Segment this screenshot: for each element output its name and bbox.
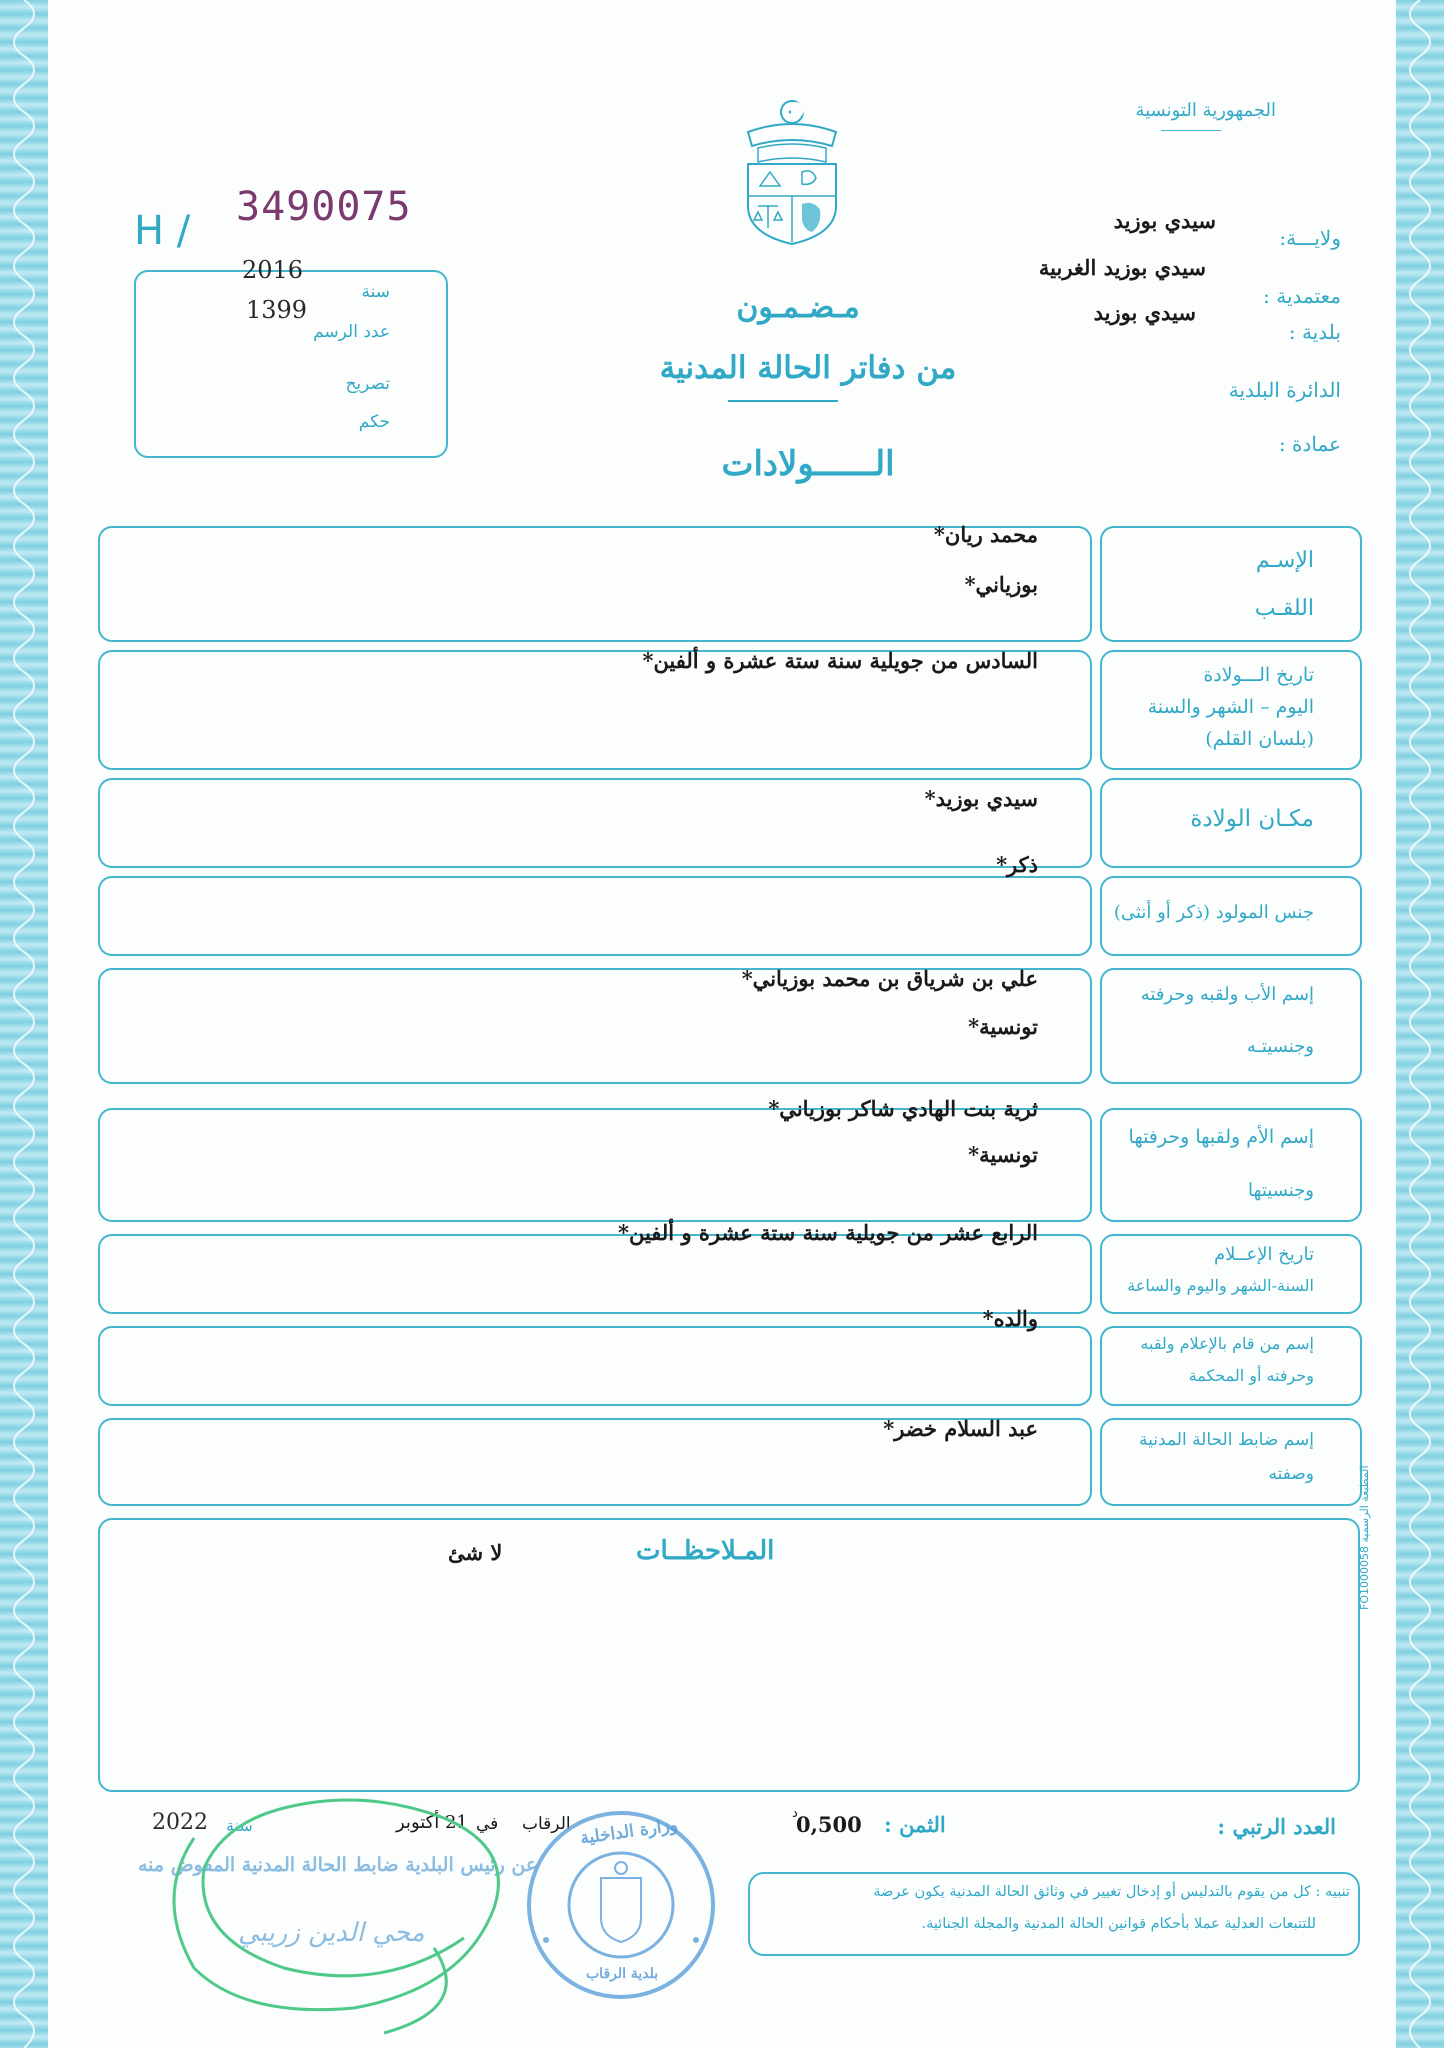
father-label: إسم الأب ولقبه وحرفته [1140,984,1314,1005]
father-nationality-value: تونسية* [968,1014,1038,1039]
governorate-value: سيدي بوزيد [1113,208,1216,233]
declarant-value-box [98,1326,1092,1406]
delegation-label: معتمدية : [1263,284,1341,308]
price-label: الثمن : [884,1812,946,1837]
sex-value: ذكر* [996,852,1038,877]
delegation-value: سيدي بوزيد الغربية [1038,255,1206,280]
birth-date-in-words-label: (بلسان القلم) [1205,728,1314,750]
price-unit: د [792,1806,798,1821]
first-name-label: الإسـم [1255,548,1314,573]
warning-line-1: تنبيه : كل من يقوم بالتدليس أو إدخال تغيير في وثائق الحالة المدنية يكون عرضة [873,1884,1350,1900]
mother-value-box [98,1108,1092,1222]
serial-number: 3490075 [236,184,412,230]
stamp-bottom-text: بلدية الرقاب [586,1966,659,1982]
name-label-box [1100,526,1362,642]
right-guilloche-border [1396,0,1444,2048]
official-stamp [516,1800,726,2010]
first-name-value: محمد ريان* [933,522,1038,547]
title-registers: من دفاتر الحالة المدنية [659,350,957,386]
officer-value: عبد السلام خضر* [883,1416,1038,1441]
birth-date-label: تاريخ الـــولادة [1203,664,1314,686]
father-nationality-label: وجنسيتـه [1246,1036,1314,1057]
declaration-date-value: الرابع عشر من جويلية سنة ستة عشرة و ألفين* [617,1220,1038,1245]
price-value: 0,500 [796,1812,862,1837]
municipal-district-label: الدائرة البلدية [1228,378,1341,402]
year-label: سنة [361,282,390,302]
declaration-label: تصريح [345,374,390,394]
declarant-label: إسم من قام بالإعلام ولقبه [1140,1334,1314,1353]
father-value: علي بن شرياق بن محمد بوزياني* [741,966,1038,991]
surname-value: بوزياني* [964,572,1038,597]
signature-name: محي الدين زريبي [238,1918,425,1948]
birth-certificate-page [48,0,1396,2048]
year-footer-label: سنة [226,1816,253,1835]
birth-place-label: مكـان الولادة [1190,806,1314,832]
title-extract: مـضـمـون [736,290,860,325]
printer-mark: المطبعة الرسمية FO1000058 [1358,1465,1371,1610]
declaration-date-label: تاريخ الإعــلام [1214,1244,1314,1265]
title-underline [728,400,838,402]
serial-order-label: العدد الرتبي : [1217,1814,1336,1839]
mother-label: إسم الأم ولقبها وحرفتها [1128,1126,1314,1148]
mother-nationality-label: وجنسيتها [1248,1180,1314,1201]
warning-line-2: للتتبعات العدلية عملا بأحكام قوانين الحالة المدنية والمجلة الجنائية. [921,1916,1316,1932]
republic-underline [1161,130,1221,131]
municipality-label: بلدية : [1288,320,1341,344]
republic-label: الجمهورية التونسية [1135,100,1276,121]
municipality-value: سيدي بوزيد [1093,300,1196,325]
declaration-date-value-box [98,1234,1092,1314]
serial-prefix: H / [134,208,191,254]
remarks-label: المـلاحظــات [636,1536,775,1566]
title-births: الــــــولادات [721,444,895,484]
surname-label: اللقـب [1254,596,1314,621]
year-footer-value: 2022 [152,1810,208,1835]
record-number-label: عدد الرسم [313,322,390,342]
declaration-date-sublabel: السنة-الشهر واليوم والساعة [1127,1276,1314,1295]
year-value: 2016 [242,256,304,284]
left-guilloche-border [0,0,48,2048]
birth-date-value: السادس من جويلية سنة ستة عشرة و ألفين* [642,648,1038,673]
tunisia-coat-of-arms [742,96,842,246]
sex-value-box [98,876,1092,956]
handwritten-signature [134,1778,554,2038]
record-number-value: 1399 [246,296,308,324]
signature-title: عن رئيس البلدية ضابط الحالة المدنية المفوض منه [138,1854,538,1876]
birth-date-sublabel: اليوم – الشهر والسنة [1147,696,1314,718]
date-prefix: في [476,1814,499,1834]
stamp-text: وزارة الداخلية [579,1815,680,1849]
imada-label: عمادة : [1278,432,1341,456]
mother-value: ثرية بنت الهادي شاكر بوزياني* [768,1096,1038,1121]
declarant-sublabel: وحرفته أو المحكمة [1188,1366,1314,1385]
sex-label: جنس المولود (ذكر أو أنثى) [1113,902,1314,923]
governorate-label: ولايـــة: [1279,226,1341,250]
mother-nationality-value: تونسية* [968,1142,1038,1167]
officer-sublabel: وصفته [1268,1464,1314,1484]
remarks-value: لا شئ [448,1540,503,1565]
officer-label: إسم ضابط الحالة المدنية [1139,1430,1314,1450]
birth-place-value: سيدي بوزيد* [924,786,1038,811]
date-value: 21 أكتوبر [396,1812,468,1833]
declarant-value: والده* [982,1306,1038,1331]
judgment-label: حكم [358,412,390,432]
place-value: الرقاب [522,1814,571,1834]
